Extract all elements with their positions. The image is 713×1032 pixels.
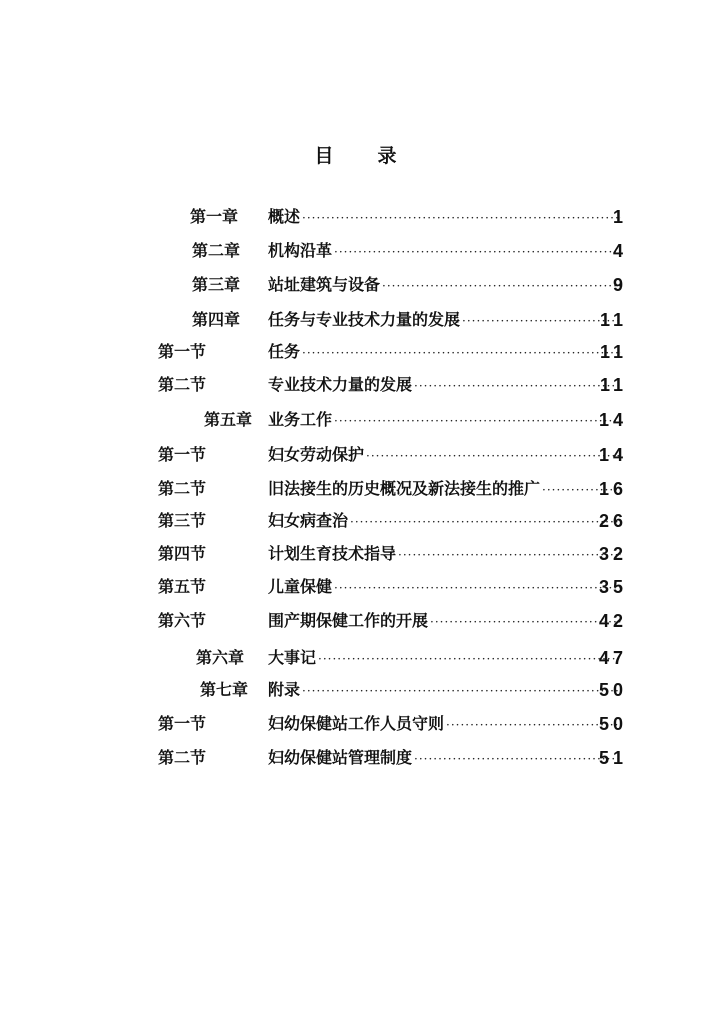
toc-entry-text: 业务工作 (268, 410, 333, 429)
toc-entry-label: 第四节 (158, 544, 207, 563)
toc-entry-label: 第二章 (192, 241, 241, 260)
toc-entry-text: 机构沿革 (268, 241, 333, 260)
toc-entry[interactable] (0, 539, 713, 569)
toc-entry-label: 第六章 (196, 648, 245, 667)
toc-leader-dots (366, 441, 621, 471)
toc-leader-dots (302, 676, 621, 706)
toc-entry-label: 第三节 (158, 511, 207, 530)
toc-entry-page: 51 (598, 748, 627, 768)
toc-entry-body (268, 305, 623, 336)
toc-entry-text: 附录 (268, 680, 301, 699)
toc-entry[interactable] (0, 305, 713, 335)
toc-entry-page: 26 (598, 511, 627, 531)
toc-leader-dots (446, 710, 621, 740)
toc-entry[interactable] (0, 370, 713, 400)
toc-entry-page: 35 (598, 577, 627, 597)
toc-entry-text: 站址建筑与设备 (268, 275, 381, 294)
toc-entry-body (268, 337, 623, 368)
toc-entry[interactable] (0, 337, 713, 367)
toc-entry-text: 任务与专业技术力量的发展 (268, 310, 461, 329)
toc-entry-text: 计划生育技术指导 (268, 544, 397, 563)
toc-leader-dots (462, 306, 621, 336)
toc-entry-page: 32 (598, 544, 627, 564)
toc-entry-label: 第二节 (158, 479, 207, 498)
toc-entry-label: 第二节 (158, 375, 207, 394)
toc-entry-body (268, 606, 623, 637)
toc-entry-body (268, 474, 623, 505)
toc-entry-body (268, 572, 623, 603)
toc-entry-text: 大事记 (268, 648, 317, 667)
toc-leader-dots (302, 338, 621, 368)
toc-entry-page: 11 (599, 342, 627, 362)
toc-entry-page: 14 (598, 410, 627, 430)
toc-entry-body (268, 270, 623, 301)
toc-entry[interactable] (0, 743, 713, 773)
toc-leader-dots (382, 271, 621, 301)
toc-leader-dots (414, 371, 621, 401)
toc-entry-body (268, 675, 623, 706)
toc-entry-body (268, 709, 623, 740)
toc-entry-body (268, 643, 623, 674)
toc-leader-dots (414, 744, 621, 774)
toc-entry[interactable] (0, 572, 713, 602)
toc-entry-page: 1 (612, 207, 627, 227)
toc-entry[interactable] (0, 202, 713, 232)
toc-leader-dots (334, 406, 621, 436)
toc-entry-label: 第五节 (158, 577, 207, 596)
toc-entry-label: 第一节 (158, 342, 207, 361)
toc-entry[interactable] (0, 606, 713, 636)
toc-leader-dots (430, 607, 621, 637)
toc-leader-dots (398, 540, 621, 570)
toc-entry-text: 概述 (268, 207, 301, 226)
toc-entry[interactable] (0, 643, 713, 673)
toc-leader-dots (302, 203, 621, 233)
toc-entry-label: 第七章 (200, 680, 249, 699)
toc-entry-page: 11 (599, 310, 627, 330)
toc-entry-body (268, 370, 623, 401)
toc-entry-label: 第一节 (158, 445, 207, 464)
toc-leader-dots (350, 507, 621, 537)
toc-entry[interactable] (0, 270, 713, 300)
toc-title-char-2: 录 (377, 145, 399, 167)
toc-entry-page: 4 (612, 241, 627, 261)
toc-entry-text: 妇女病查治 (268, 511, 349, 530)
toc-entry-page: 50 (598, 680, 627, 700)
toc-entry-text: 妇女劳动保护 (268, 445, 365, 464)
toc-entry-body (268, 236, 623, 267)
toc-entry-text: 专业技术力量的发展 (268, 375, 413, 394)
toc-entry-label: 第二节 (158, 748, 207, 767)
toc-entry-label: 第三章 (192, 275, 241, 294)
toc-entry-label: 第一节 (158, 714, 207, 733)
toc-entry-label: 第四章 (192, 310, 241, 329)
toc-entry-label: 第六节 (158, 611, 207, 630)
toc-entry-page: 9 (612, 275, 627, 295)
toc-entry-text: 妇幼保健站工作人员守则 (268, 714, 445, 733)
toc-entry[interactable] (0, 709, 713, 739)
toc-title-char-1: 目 (314, 145, 336, 167)
toc-entry-page: 14 (598, 445, 627, 465)
toc-entry-text: 妇幼保健站管理制度 (268, 748, 413, 767)
toc-entry-text: 围产期保健工作的开展 (268, 611, 429, 630)
toc-entry-page: 47 (598, 648, 627, 668)
toc-entry-page: 42 (598, 611, 627, 631)
toc-entry-page: 11 (599, 375, 627, 395)
toc-title (0, 141, 713, 168)
toc-entry[interactable] (0, 474, 713, 504)
toc-entry-body (268, 440, 623, 471)
toc-entry-text: 任务 (268, 342, 301, 361)
toc-entry-body (268, 202, 623, 233)
toc-entry[interactable] (0, 506, 713, 536)
toc-leader-dots (334, 237, 621, 267)
toc-entry[interactable] (0, 405, 713, 435)
toc-leader-dots (318, 644, 621, 674)
toc-entry-text: 儿童保健 (268, 577, 333, 596)
toc-entry-label: 第五章 (204, 410, 253, 429)
toc-entry[interactable] (0, 236, 713, 266)
toc-entry-page: 16 (598, 479, 627, 499)
toc-entry-body (268, 743, 623, 774)
toc-entry-body (268, 506, 623, 537)
toc-entry-text: 旧法接生的历史概况及新法接生的推广 (268, 479, 541, 498)
toc-entry-body (268, 405, 623, 436)
toc-entry[interactable] (0, 675, 713, 705)
toc-entry-body (268, 539, 623, 570)
toc-entry[interactable] (0, 440, 713, 470)
toc-entry-page: 50 (598, 714, 627, 734)
toc-entry-label: 第一章 (190, 207, 239, 226)
toc-leader-dots (334, 573, 621, 603)
